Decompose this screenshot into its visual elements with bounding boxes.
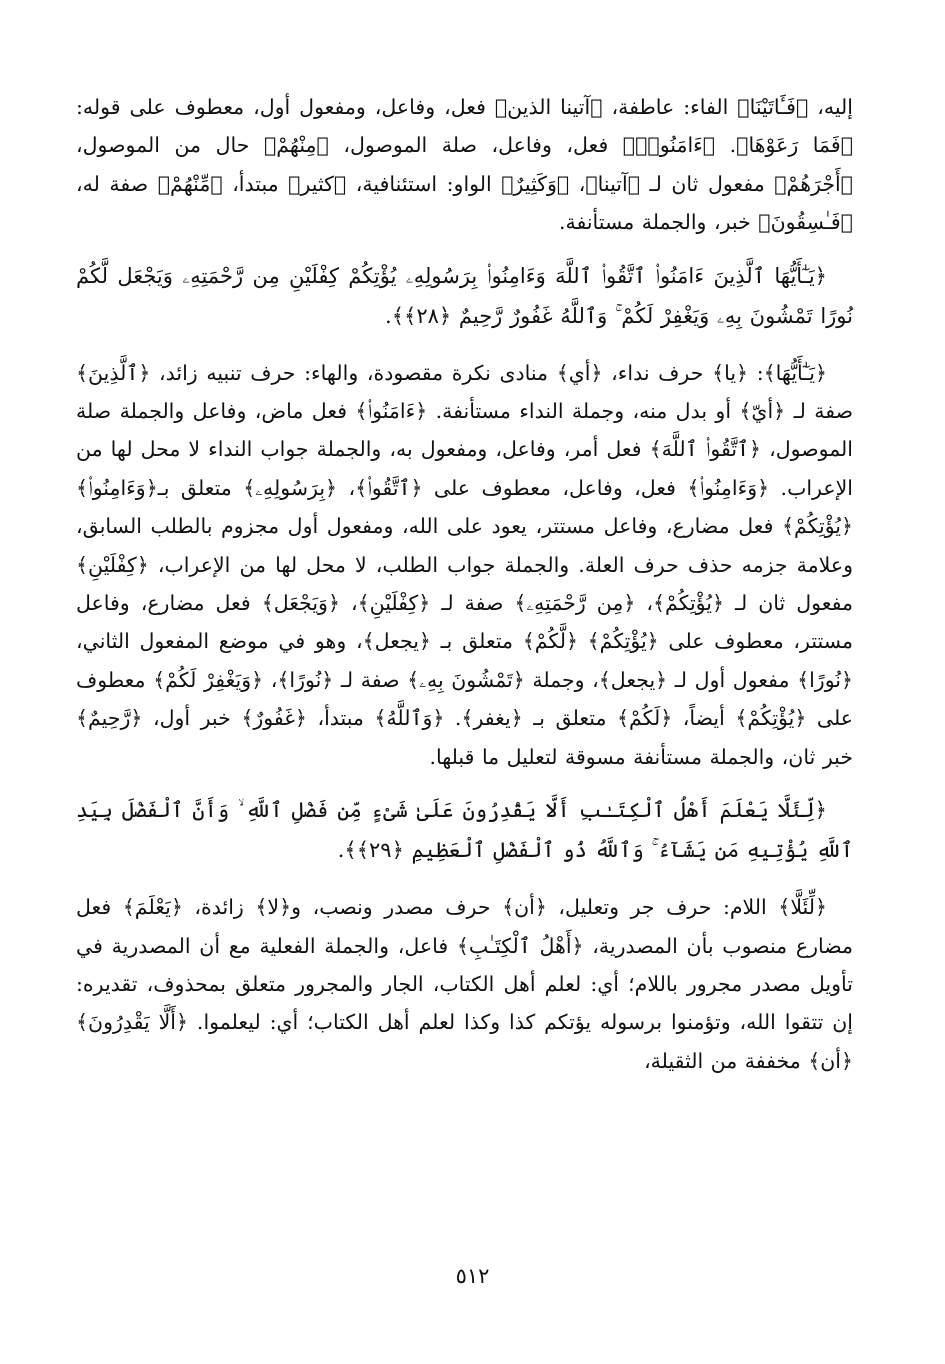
page-number: ٥١٢: [455, 1264, 490, 1288]
paragraph-quran-verse-28: ﴿يَـٰٓأَيُّهَا ٱلَّذِينَ ءَامَنُوا۟ ٱتَّقُوا۟ ٱللَّهَ وَءَامِنُوا۟ بِرَسُولِهِۦ يُؤْتِكُمْ كِفْلَيْنِ مِن رَّحْمَتِهِۦ وَيَجْعَل لَّكُمْ نُورًا تَمْشُونَ بِهِۦ وَيَغْفِرْ لَكُمْ ۚ وَٱللَّهُ غَفُورٌ رَّحِيمٌ ﴿٢٨﴾﴾.: [76, 263, 853, 328]
paragraph-grammar-analysis-3: ﴿لِّئَلَّا﴾ اللام: حرف جر وتعليل، ﴿أن﴾ حرف مصدر ونصب، و﴿لا﴾ زائدة، ﴿يَعْلَمَ﴾ فعل مضارع منصوب بأن المصدرية، ﴿أَهْلُ ٱلْكِتَـٰبِ﴾ فاعل، والجملة الفعلية مع أن المصدرية في تأويل مصدر مجرور باللام؛ أي: لعلم أهل الكتاب، الجار والمجرور متعلق بمحذوف، تقديره: إن تتقوا الله، وتؤمنوا برسوله يؤتكم كذا وكذا لعلم أهل الكتاب؛ أي: ليعلموا. ﴿أَلَّا يَقْدِرُونَ﴾ ﴿أن﴾ مخففة من الثقيلة،: [76, 895, 853, 1073]
paragraph-grammar-analysis-2: ﴿يَـٰٓأَيُّهَا﴾: ﴿يا﴾ حرف نداء، ﴿أي﴾ منادى نكرة مقصودة، والهاء: حرف تنبيه زائد، ﴿ٱلَّذِينَ﴾ صفة لـ ﴿أيّ﴾ أو بدل منه، وجملة النداء مستأنفة. ﴿ءَامَنُوا۟﴾ فعل ماض، وفاعل والجملة صلة الموصول، ﴿ٱتَّقُوا۟ ٱللَّهَ﴾ فعل أمر، وفاعل، ومفعول به، والجملة جواب النداء لا محل لها من الإعراب. ﴿وَءَامِنُوا۟﴾ فعل، وفاعل، معطوف على ﴿ٱتَّقُوا۟﴾، ﴿بِرَسُولِهِۦ﴾ متعلق بـ﴿وَءَامِنُوا۟﴾ ﴿يُؤْتِكُمْ﴾ فعل مضارع، وفاعل مستتر، يعود على الله، ومفعول أول مجزوم بالطلب السابق، وعلامة جزمه حذف حرف العلة. والجملة جواب الطلب، لا محل لها من الإعراب، ﴿كِفْلَيْنِ﴾ مفعول ثان لـ ﴿يُؤْتِكُمْ﴾، ﴿مِن رَّحْمَتِهِۦ﴾ صفة لـ ﴿كِفْلَيْنِ﴾، ﴿وَيَجْعَل﴾ فعل مضارع، وفاعل مستتر، معطوف على ﴿يُؤْتِكُمْ﴾ ﴿لَّكُمْ﴾ متعلق بـ ﴿يجعل﴾، وهو في موضع المفعول الثاني، ﴿نُورًا﴾ مفعول أول لـ ﴿يجعل﴾، وجملة ﴿تَمْشُونَ بِهِۦ﴾ صفة لـ ﴿نُورًا﴾، ﴿وَيَغْفِرْ لَكُمْ﴾ معطوف على ﴿يُؤْتِكُمْ﴾ أيضاً، ﴿لَكُمْ﴾ متعلق بـ ﴿يغفر﴾. ﴿وَٱللَّهُ﴾ مبتدأ، ﴿غَفُورٌ﴾ خبر أول، ﴿رَّحِيمٌ﴾ خبر ثان، والجملة مستأنفة مسوقة لتعليل ما قبلها.: [76, 360, 853, 769]
paragraph-grammar-analysis-1: إليه، ﴿فَـَٔاتَيْنَا﴾ الفاء: عاطفة، ﴿آتينا الذين﴾ فعل، وفاعل، ومفعول أول، معطوف على قوله: ﴿فَمَا رَعَوْهَا﴾. ﴿ءَامَنُوا۟﴾ فعل، وفاعل، صلة الموصول، ﴿مِنْهُمْ﴾ حال من الموصول، ﴿أَجْرَهُمْ﴾ مفعول ثان لـ ﴿آتينا﴾، ﴿وَكَثِيرٌ﴾ الواو: استئنافية، ﴿كثير﴾ مبتدأ، ﴿مِّنْهُمْ﴾ صفة له، ﴿فَـٰسِقُونَ﴾ خبر، والجملة مستأنفة.: [76, 95, 853, 235]
paragraph-quran-verse-29: ﴿لِّئَلَّا يَعْلَمَ أَهْلُ ٱلْكِتَـٰبِ أَلَّا يَقْدِرُونَ عَلَىٰ شَىْءٍ مِّن فَضْلِ ٱللَّهِ ۙ وَأَنَّ ٱلْفَضْلَ بِيَدِ ٱللَّهِ يُؤْتِيهِ مَن يَشَآءُ ۚ وَٱللَّهُ ذُو ٱلْفَضْلِ ٱلْعَظِيمِ ﴿٢٩﴾﴾.: [76, 798, 853, 863]
